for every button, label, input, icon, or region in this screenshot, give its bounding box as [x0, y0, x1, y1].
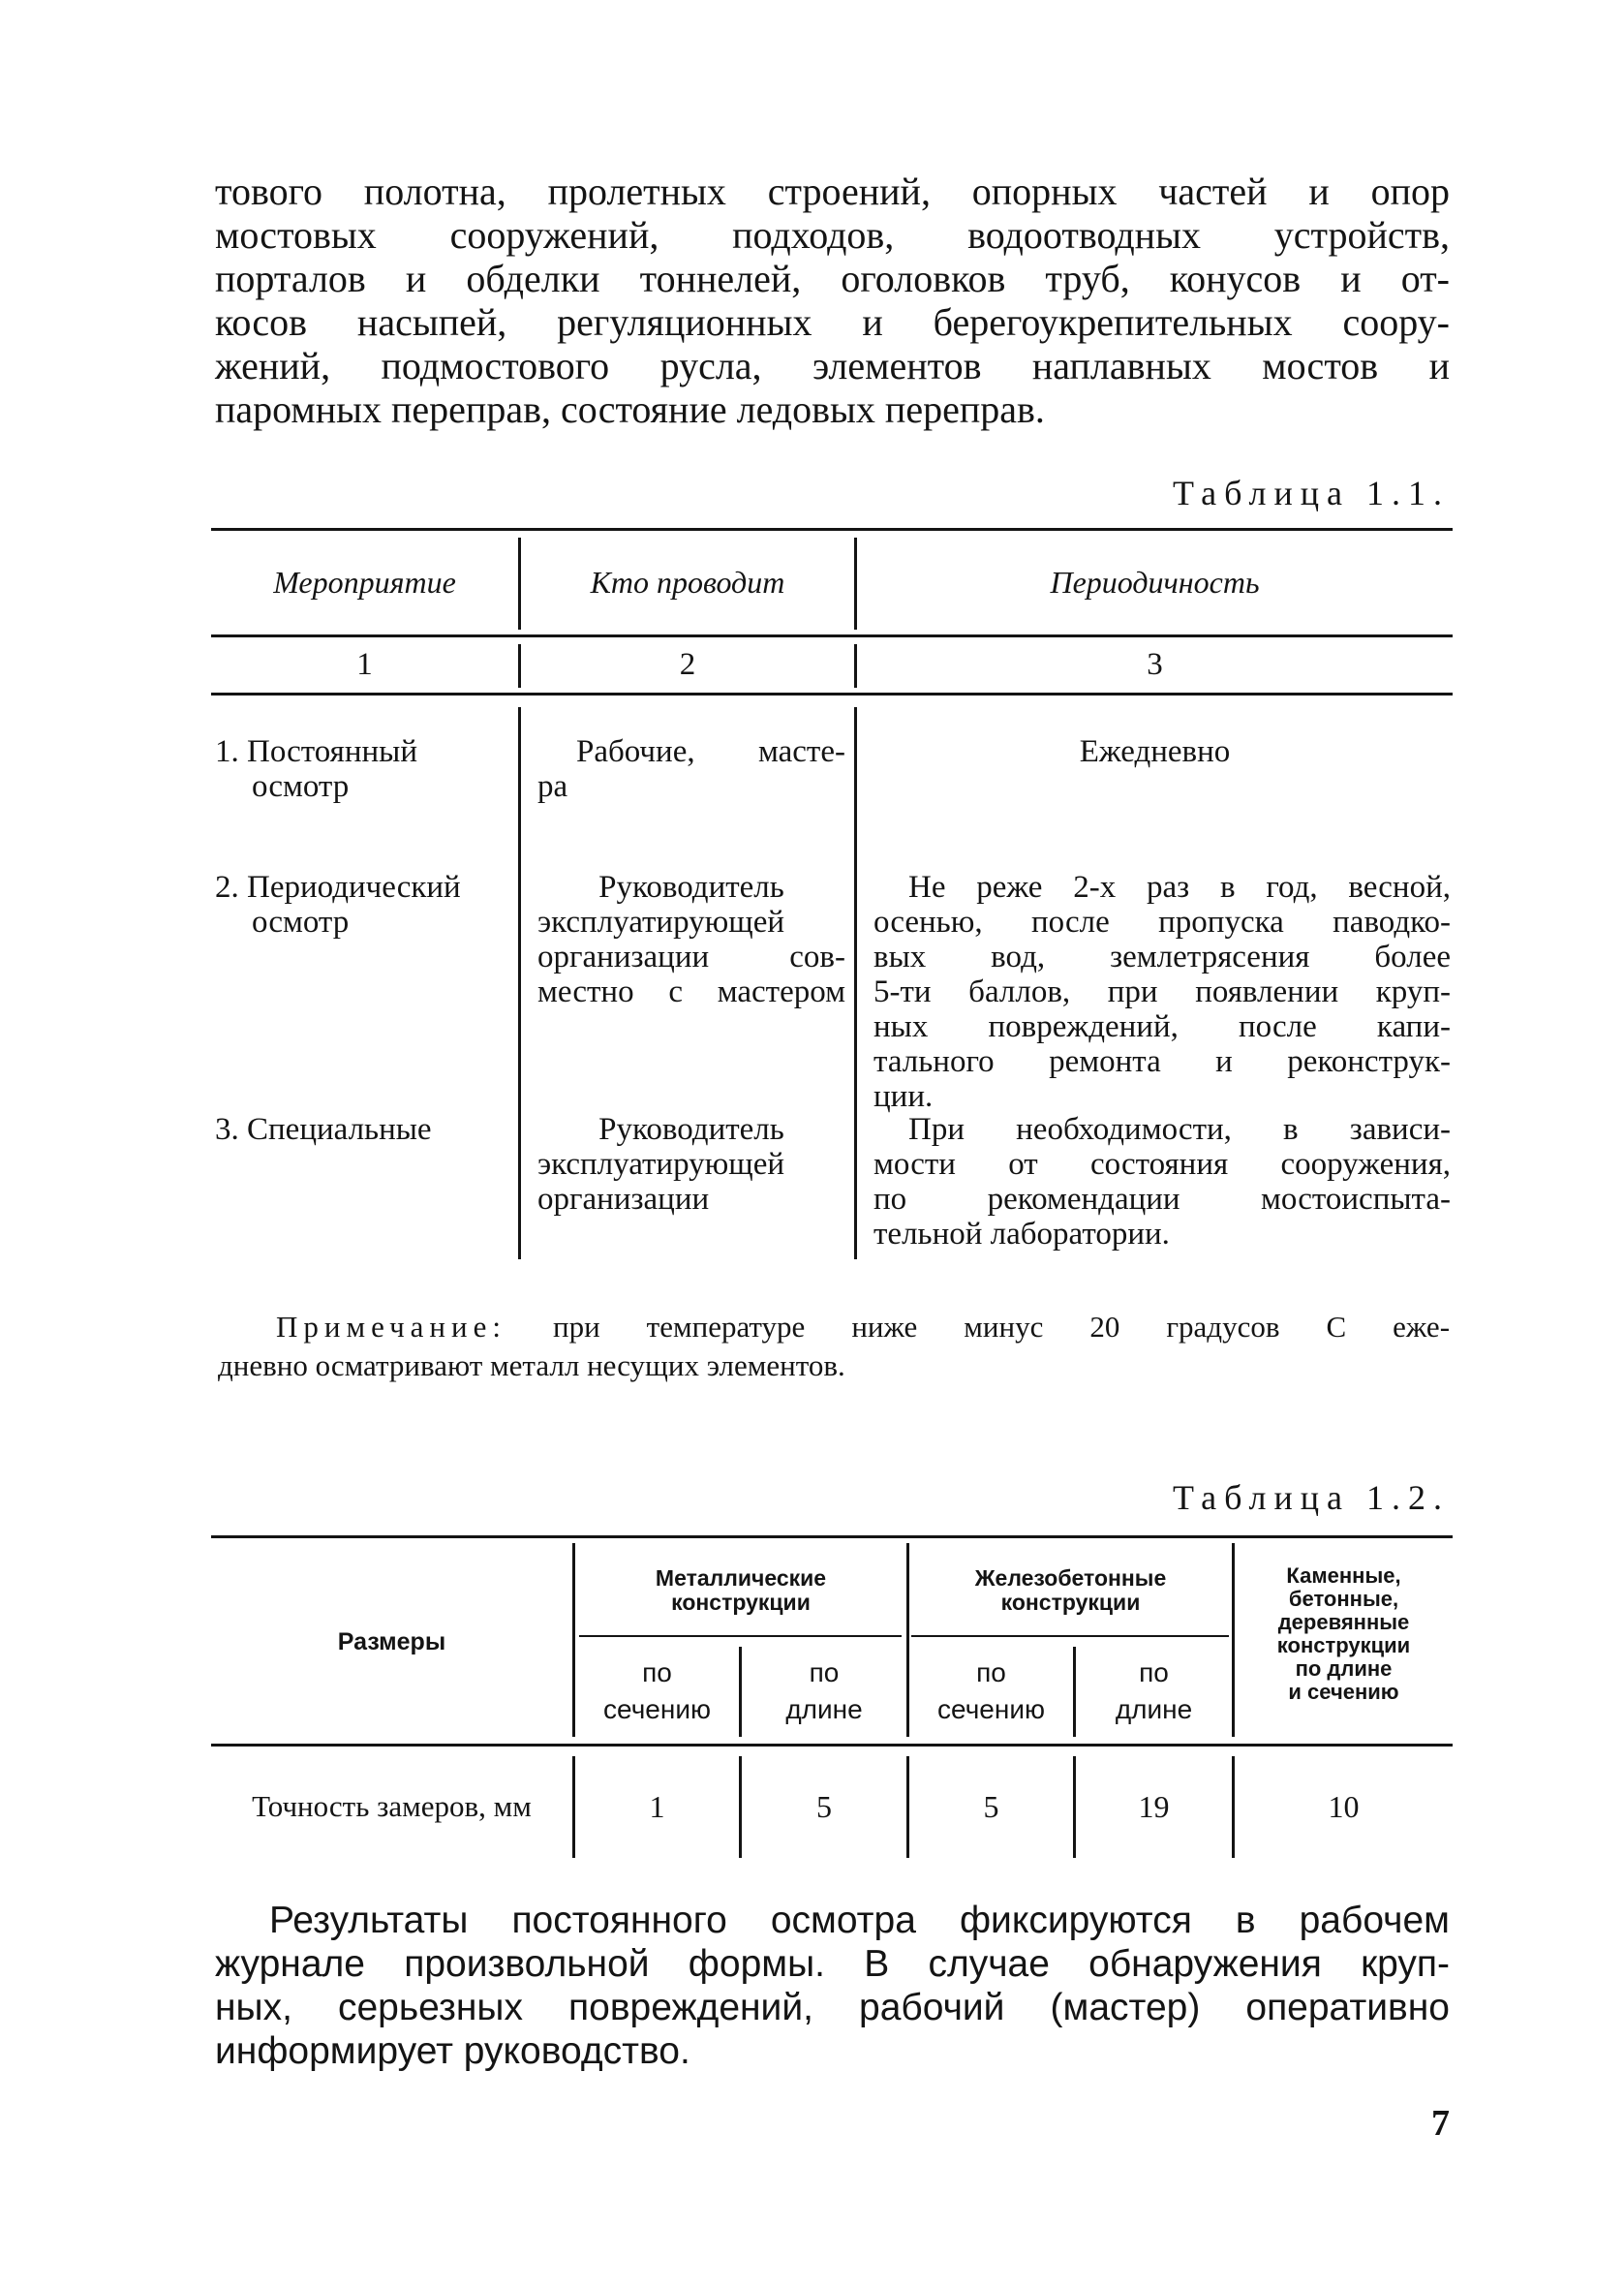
cell-line: 2. Периодический: [215, 870, 461, 905]
sub-header-length: [742, 1654, 906, 1728]
page-number: 7: [1431, 2103, 1450, 2144]
row3-who: [537, 1112, 845, 1217]
cell-line: ции.: [873, 1079, 934, 1114]
cell-line: организации сов-: [537, 940, 845, 974]
cell-line: 3. Специальные: [215, 1112, 432, 1147]
header-line: конструкции: [671, 1590, 811, 1615]
header-who: Кто проводит: [590, 565, 785, 600]
header-line: Железобетонные: [974, 1565, 1167, 1591]
header-line: сечению: [937, 1694, 1045, 1724]
cell-line: эксплуатирующей: [537, 905, 785, 940]
note-line: [276, 1308, 1450, 1346]
cell-line: Руководитель: [598, 870, 784, 905]
header-line: по: [642, 1657, 672, 1687]
header-line: длине: [1115, 1694, 1193, 1724]
text-line: паромных переправ, состояние ледовых переправ.: [215, 387, 1045, 431]
note-label: Примечание:: [276, 1310, 506, 1344]
text-line: информирует руководство.: [215, 2030, 690, 2072]
header-line: по: [976, 1657, 1006, 1687]
cell-line: осмотр: [252, 905, 350, 940]
row2-period: [873, 870, 1451, 1114]
group-rule: [579, 1635, 902, 1637]
cell-line: Рабочие, масте-: [576, 734, 845, 769]
table-rule: [211, 693, 1453, 696]
sub-header-section: [909, 1654, 1073, 1728]
column-number: 2: [679, 647, 696, 682]
cell-line: 1. Постоянный: [215, 734, 417, 769]
text-line: журнале произвольной формы. В случае обнаружения круп-: [215, 1943, 1450, 1985]
row1-event: [215, 734, 506, 804]
group-rule: [911, 1635, 1229, 1637]
sub-header-length: [1076, 1654, 1232, 1728]
table-rule: [211, 528, 1453, 531]
sub-header-section: [575, 1654, 739, 1728]
header-line: Металлические: [655, 1565, 827, 1591]
header-line: и сечению: [1288, 1680, 1399, 1704]
value-metal-length: 5: [816, 1789, 832, 1824]
header-line: длине: [785, 1694, 863, 1724]
header-line: по: [809, 1657, 840, 1687]
header-line: деревянные: [1277, 1610, 1410, 1634]
note-line: дневно осматривают металл несущих элементов.: [218, 1348, 845, 1382]
row3-event: [215, 1112, 517, 1147]
header-event: Мероприятие: [273, 565, 456, 600]
header-period: Периодичность: [1050, 565, 1260, 600]
header-line: бетонные,: [1288, 1587, 1399, 1611]
cell-line: тального ремонта и реконструк-: [873, 1044, 1451, 1079]
row3-period: [873, 1112, 1451, 1252]
cell-line: осмотр: [252, 769, 350, 804]
table1-note: [218, 1308, 1451, 1385]
text-line: ных, серьезных повреждений, рабочий (мастер) оперативно: [215, 1987, 1450, 2028]
value-metal-section: 1: [649, 1789, 665, 1824]
text-line: косов насыпей, регуляционных и берегоукрепительных соору-: [215, 300, 1450, 344]
note-text: при температуре ниже минус 20 градусов С еже-: [553, 1310, 1451, 1344]
intro-paragraph: [215, 170, 1450, 431]
column-divider: [518, 707, 521, 1259]
closing-paragraph: [215, 1899, 1450, 2073]
cell-line: тельной лаборатории.: [873, 1217, 1170, 1252]
header-line: сечению: [603, 1694, 711, 1724]
cell-line: ных повреждений, после капи-: [873, 1009, 1451, 1044]
text-line: Результаты постоянного осмотра фиксируются в рабочем: [269, 1900, 1450, 1941]
row2-who: [537, 870, 845, 1009]
table2-caption: Таблица 1.2.: [1173, 1478, 1450, 1517]
cell-line: по рекомендации мостоиспыта-: [873, 1182, 1451, 1217]
cell-line: ра: [537, 769, 568, 804]
cell-line: организации: [537, 1182, 710, 1217]
cell-line: местно с мастером: [537, 974, 845, 1009]
table-rule: [211, 1744, 1453, 1747]
table-rule: [211, 634, 1453, 637]
value-stone-wood: 10: [1328, 1789, 1360, 1824]
column-divider: [854, 707, 857, 1259]
group-header-metal: [575, 1566, 906, 1615]
cell-line: осенью, после пропуска паводко-: [873, 905, 1451, 940]
table1-caption: Таблица 1.1.: [1173, 474, 1450, 512]
cell-line: Ежедневно: [1079, 734, 1231, 769]
cell-line: 5-ти баллов, при появлении круп-: [873, 974, 1451, 1009]
cell-line: вых вод, землетрясения более: [873, 940, 1451, 974]
table-rule: [211, 1535, 1453, 1538]
cell-line: эксплуатирующей: [537, 1147, 785, 1182]
header-dimensions: Размеры: [337, 1628, 446, 1655]
table-1-2: [211, 1535, 1453, 1865]
value-concrete-length: 19: [1138, 1789, 1170, 1824]
header-line: по: [1139, 1657, 1169, 1687]
header-stone-wood: [1235, 1564, 1453, 1704]
header-line: по длине: [1295, 1656, 1393, 1681]
header-line: Каменные,: [1286, 1563, 1401, 1588]
column-number: 1: [356, 647, 373, 682]
text-line: тового полотна, пролетных строений, опорных частей и опор: [215, 170, 1450, 213]
text-line: мостовых сооружений, подходов, водоотводных устройств,: [215, 213, 1450, 257]
table-1-1: [211, 528, 1453, 1274]
column-number: 3: [1147, 647, 1163, 682]
row-label: Точность замеров, мм: [252, 1789, 532, 1823]
header-line: конструкции: [1000, 1590, 1141, 1615]
cell-line: При необходимости, в зависи-: [908, 1112, 1451, 1147]
text-line: порталов и обделки тоннелей, оголовков труб, конусов и от-: [215, 257, 1450, 300]
cell-line: Не реже 2-х раз в год, весной,: [908, 870, 1451, 905]
group-header-concrete: [909, 1566, 1232, 1615]
row2-event: [215, 870, 517, 940]
header-line: конструкции: [1276, 1633, 1411, 1657]
cell-line: мости от состояния сооружения,: [873, 1147, 1451, 1182]
cell-line: Руководитель: [598, 1112, 784, 1147]
row1-who: [537, 734, 845, 804]
row1-period: [857, 734, 1453, 769]
text-line: жений, подмостового русла, элементов наплавных мостов и: [215, 344, 1450, 387]
value-concrete-section: 5: [983, 1789, 999, 1824]
